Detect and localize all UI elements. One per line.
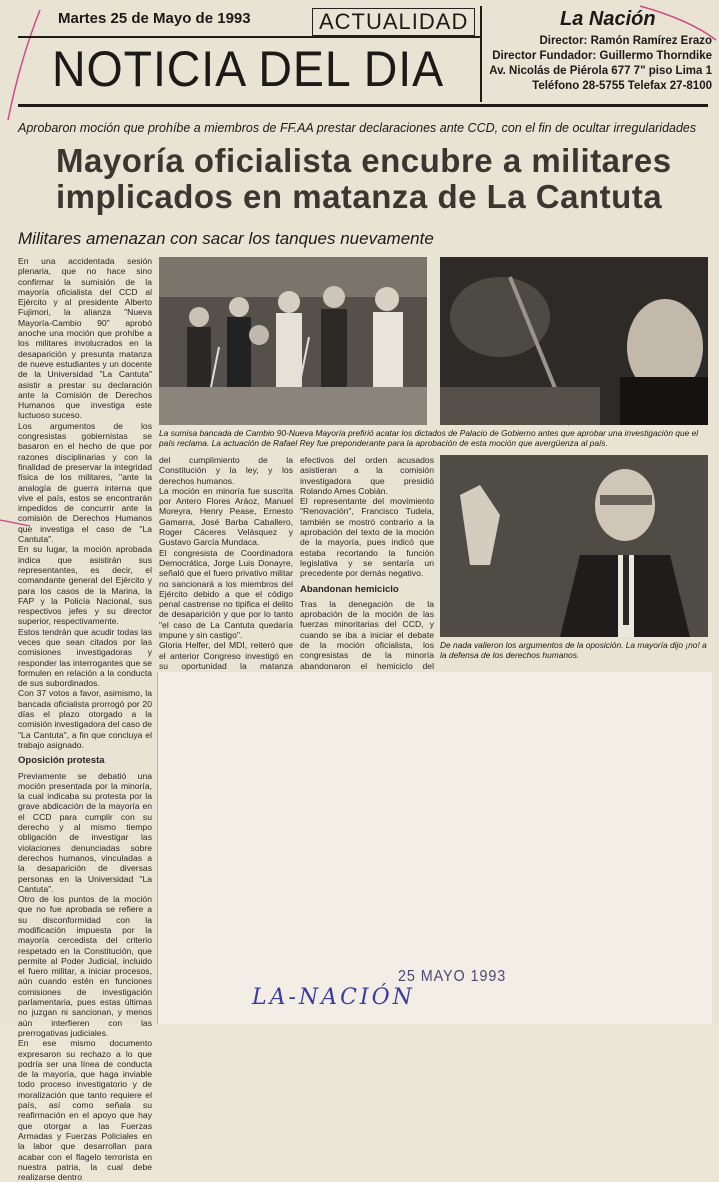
paragraph: En ese mismo documento expresaron su rechazo a lo que podría ser una línea de conducta de la mayoría, que haga inviable todo proceso investigatorio y de moralización que tanto requiere el país, así como señala su reafirmación en el apoyo que hay que otorgar a las Fuerzas Armadas y Fuerzas Policiales en la labor que desarrollan para acabar con el flagelo terrorista en nuestra patria, la cual debe realizarse dentro (18, 1038, 152, 1182)
photo-legislator-speaking (440, 455, 708, 637)
photo-illustration (440, 257, 708, 425)
paragraph: En su lugar, la moción aprobada indica que asistirán sus representantes, es decir, el comandante general del Ejército y para los casos de la Marina, la FAP y la Policía Nacional, sus respectivos jefes y su director superior, respectivamente. (18, 544, 152, 627)
paragraph: Estos tendrán que acudir todas las veces que sean citados por las comisiones investigadoras y responder las interrogantes que se formulen en relación a la conducta de sus subordinados. (18, 626, 152, 689)
paragraph: Los argumentos de los congresistas gobiernistas se basaron en el hecho de que por razones disciplinarias y con la finalidad de preservar la integridad física de los militares, "ante la analogía de guerra interna que vive el país, estos se encontrarán impedidos de concurrir ante la comisión de Derechos Humanos que investiga el caso de "La Cantuta". (18, 420, 152, 545)
paragraph: El congresista de Coordinadora Democrática, Jorge Luis Donayre, señaló que el fuero privativo militar no sancionará a los miembros del Ejército debido a que el código penal castrense no tipifica el delito de desaparición y que por lo tanto "el caso de La Cantuta quedaría impune y sin castigo". (159, 547, 293, 641)
masthead-info (486, 34, 712, 94)
masthead-line: Director Fundador: Guillermo Thorndike (492, 50, 712, 62)
photo-illustration (440, 455, 708, 637)
article-column-2 (159, 455, 293, 670)
paragraph: Con 37 votos a favor, asimismo, la bancada oficialista prorrogó por 20 días el plazo otorgado a la comisión investigadora del caso de "La Cantuta", a fin que concluya el trabajo asignado. (18, 688, 152, 750)
handwritten-note: LA-NACIÓN (252, 985, 415, 1010)
masthead-line: Teléfono 28-5755 Telefax 27-8100 (532, 80, 712, 92)
paragraph: Gloria Helfer, del MDI, reiteró que el anterior Congreso investigó en su oportunidad la matanza (159, 640, 293, 671)
paragraph: efectivos del orden acusados asistieran a la comisión investigadora que presidió Rolando Ames Cobián. (300, 455, 434, 496)
paper-edge (157, 672, 158, 1024)
paragraph: Otro de los puntos de la moción que no fue aprobada se refiere a su disconformidad con la modificación impuesta por la mayoría cercedista del criterio respetado en la Constitución, que permite al Poder Judicial, incluido el fuero militar, a iniciar procesos, aún cuando estén en funciones comisiones de investigación parlamentaria, pues estas últimas no juzgan ni sancionan, y menos aún interfieren con las prerrogativas judiciales. (18, 894, 152, 1038)
paragraph: La moción en minoría fue suscrita por Antero Flores Aráoz, Manuel Moreyra, Henry Pease, Ernesto Gamarra, José Barba Caballero, Roger Cáceres Velásquez y Gustavo García Mundaca. (159, 485, 293, 548)
masthead-line: Av. Nicolás de Piérola 677 7" piso Lima 1 (489, 65, 712, 77)
paragraph: del cumplimiento de la Constitución y la ley, y los derechos humanos. (159, 455, 293, 486)
section-label: ACTUALIDAD (312, 8, 475, 36)
paragraph: El representante del movimiento "Renovación", Francisco Tudela, también se mostró contrario a la aprobación del texto de la moción de la mayoría, pues indicó que estaba recortando la función legislativa y se sentaría un precedente por demás negativo. (300, 496, 434, 579)
subheading: Oposición protesta (18, 755, 105, 767)
photo-illustration (159, 257, 427, 425)
paragraph: Previamente se debatió una moción presentada por la minoría, la cual indicaba su protesta por la grave abdicación de la mayoría en el CCD para cumplir con su derecho y al mismo tiempo obligación de investigar las violaciones denunciadas sobre derechos humanos, vinculadas a la desaparición de diversas personas en la Universidad "La Cantuta". (18, 770, 152, 894)
header-bottom-rule (18, 104, 708, 107)
header-rule (18, 36, 480, 38)
article-headline: Mayoría oficialista encubre a militares implicados en matanza de La Cantuta (56, 142, 672, 215)
paragraph: Tras la denegación de la aprobación de la moción de las fuerzas minoritarias del CCD, y cuando se iba a iniciar el debate de la moción oficialista, los congresistas de la minoría abandonaron el hemiciclo del (300, 598, 434, 671)
issue-date: Martes 25 de Mayo de 1993 (58, 10, 251, 27)
photo-caption-2: De nada valieron los argumentos de la oposición. La mayoría dijo ¡no! a la defensa de los derechos humanos. (440, 640, 707, 660)
article-column-3 (300, 455, 434, 670)
subheading: Abandonan hemiciclo (300, 583, 399, 595)
date-stamp: 25 MAYO 1993 (398, 968, 507, 985)
article-column-1 (18, 256, 152, 1182)
masthead-line: Director: Ramón Ramírez Erazo (539, 35, 712, 47)
photo-caption-1: La sumisa bancada de Cambio 90-Nueva Mayoría prefirió acatar los dictados de Palacio de Gobierno antes que aprobar una investigación que el país reclama. La actuación de Rafael Rey fue preponderante para la aprobación de esta moción que avergüenza al país. (159, 428, 699, 448)
photo-speaker-microphone (440, 257, 708, 425)
newspaper-name: La Nación (560, 8, 656, 30)
article-subhead: Militares amenazan con sacar los tanques nuevamente (18, 229, 434, 248)
paragraph: En una accidentada sesión plenaria, que no hace sino confirmar la sumisión de la mayoría oficialista del CCD al Ejército y al presidente Alberto Fujimori, la alianza "Nueva Mayoría-Cambio 90" aprobó anoche una moción que prohíbe a los militares involucrados en la desaparición y presunta matanza de nueve estudiantes y un docente de la Universidad "La Cantuta" asistir a prestar su declaración ante la Comisión de Derechos Humanos que investiga este luctuoso suceso. (18, 256, 152, 421)
photo-congress-bench (159, 257, 427, 425)
article-kicker: Aprobaron moción que prohíbe a miembros de FF.AA prestar declaraciones ante CCD, con el fin de ocultar irregularidades (18, 121, 697, 135)
page-title: NOTICIA DEL DIA (52, 41, 445, 97)
masthead-divider (480, 6, 482, 102)
